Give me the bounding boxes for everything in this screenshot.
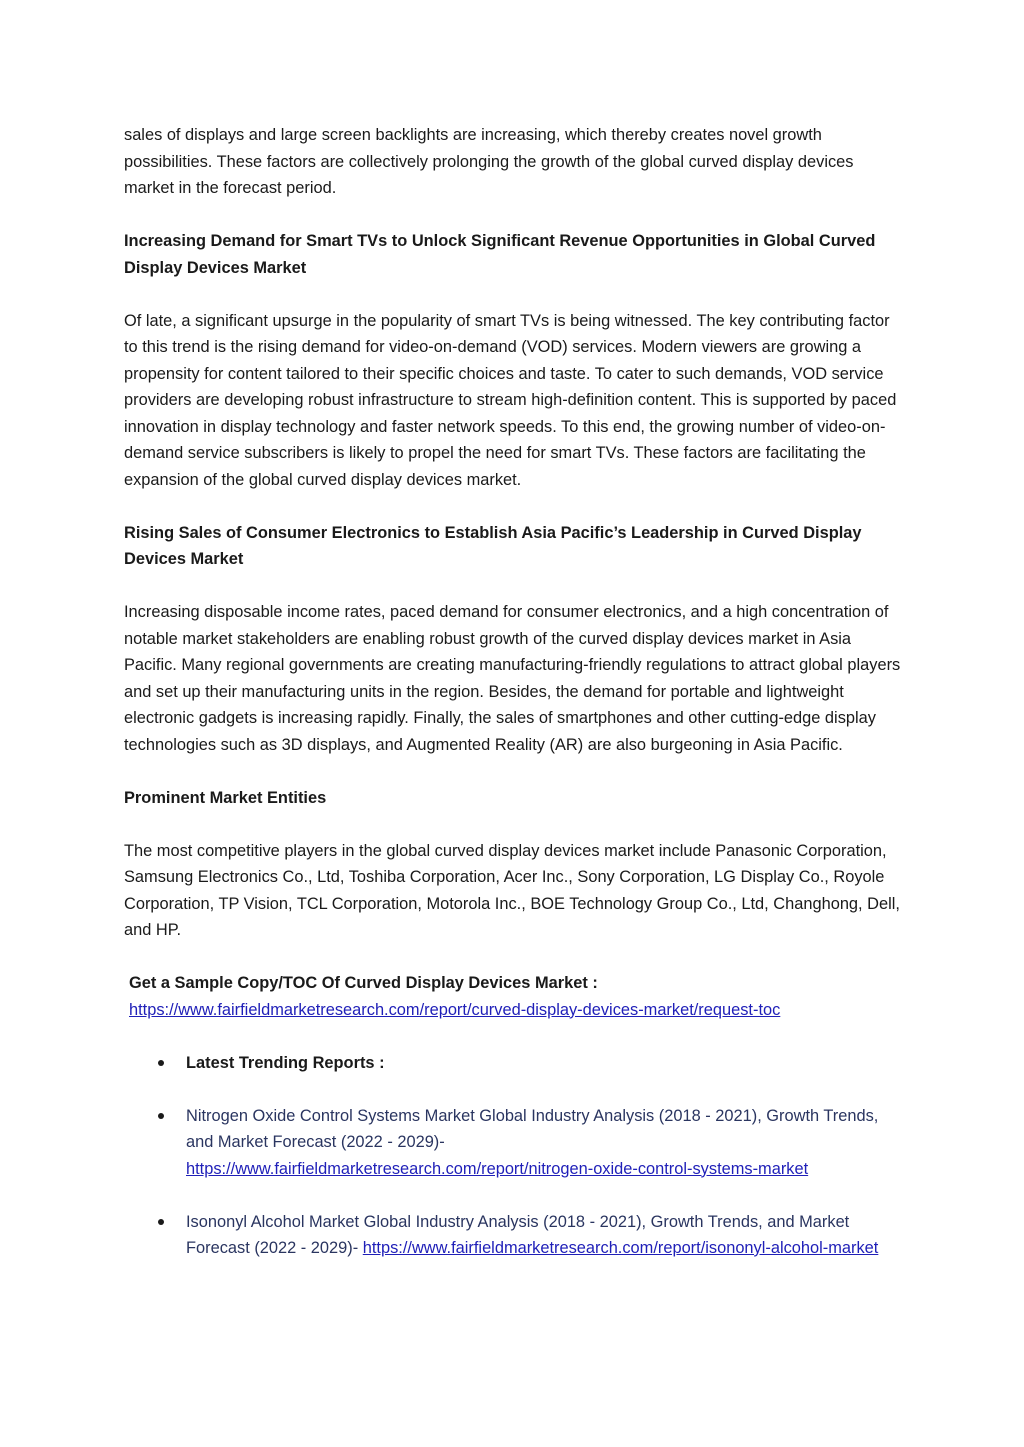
bullet-icon <box>158 1219 164 1225</box>
sample-copy-block <box>124 970 904 1023</box>
intro-paragraph: sales of displays and large screen backlights are increasing, which thereby creates novel growth possibilities. These factors are collectively prolonging the growth of the global curved display devices market in the forecast period. <box>124 126 854 197</box>
asia-pacific-heading: Rising Sales of Consumer Electronics to Establish Asia Pacific’s Leadership in Curved Display Devices Market <box>124 523 862 568</box>
trending-reports-heading-item <box>124 1050 904 1077</box>
report-item <box>124 1209 904 1262</box>
bullet-icon <box>158 1113 164 1119</box>
report-link[interactable]: https://www.fairfieldmarketresearch.com/report/isononyl-alcohol-market <box>362 1239 879 1257</box>
market-entities-paragraph: The most competitive players in the global curved display devices market include Panasonic Corporation, Samsung Electronics Co., Ltd, Toshiba Corporation, Acer Inc., Sony Corporation, LG Display Co., Royole Corporation, TP Vision, TCL Corporation, Motorola Inc., BOE Technology Group Co., Ltd, Changhong, Dell, and HP. <box>124 841 900 939</box>
sample-copy-label: Get a Sample Copy/TOC Of Curved Display Devices Market : <box>129 974 598 992</box>
trending-reports-list <box>124 1050 904 1262</box>
smart-tv-paragraph: Of late, a significant upsurge in the popularity of smart TVs is being witnessed. The key contributing factor to this trend is the rising demand for video-on-demand (VOD) services. Modern viewers are growing a propensity for content tailored to their specific choices and taste. To cater to such demands, VOD service providers are developing robust infrastructure to stream high-definition content. This is supported by paced innovation in display technology and faster network speeds. To this end, the growing number of video-on-demand service subscribers is likely to propel the need for smart TVs. These factors are facilitating the expansion of the global curved display devices market. <box>124 311 897 489</box>
document-page <box>124 122 904 1288</box>
report-title: Nitrogen Oxide Control Systems Market Global Industry Analysis (2018 - 2021), Growth Trends, and Market Forecast (2022 - 2029)- <box>186 1106 879 1151</box>
report-item <box>124 1103 904 1183</box>
smart-tv-heading: Increasing Demand for Smart TVs to Unlock Significant Revenue Opportunities in Global Curved Display Devices Market <box>124 232 876 277</box>
trending-reports-heading: Latest Trending Reports : <box>186 1053 385 1072</box>
market-entities-heading: Prominent Market Entities <box>124 788 327 807</box>
asia-pacific-paragraph: Increasing disposable income rates, paced demand for consumer electronics, and a high concentration of notable market stakeholders are enabling robust growth of the curved display devices market in Asia Pacific. Many regional governments are creating manufacturing-friendly regulations to attract global players and set up their manufacturing units in the region. Besides, the demand for portable and lightweight electronic gadgets is increasing rapidly. Finally, the sales of smartphones and other cutting-edge display technologies such as 3D displays, and Augmented Reality (AR) are also burgeoning in Asia Pacific. <box>124 603 901 754</box>
report-link[interactable]: https://www.fairfieldmarketresearch.com/report/nitrogen-oxide-control-systems-market <box>186 1159 809 1178</box>
bullet-icon <box>158 1060 164 1066</box>
report-title: Isononyl Alcohol Market Global Industry Analysis (2018 - 2021), Growth Trends, and Market Forecast (2022 - 2029)- <box>186 1212 850 1257</box>
sample-copy-link[interactable]: https://www.fairfieldmarketresearch.com/report/curved-display-devices-market/request-toc <box>129 1000 781 1019</box>
